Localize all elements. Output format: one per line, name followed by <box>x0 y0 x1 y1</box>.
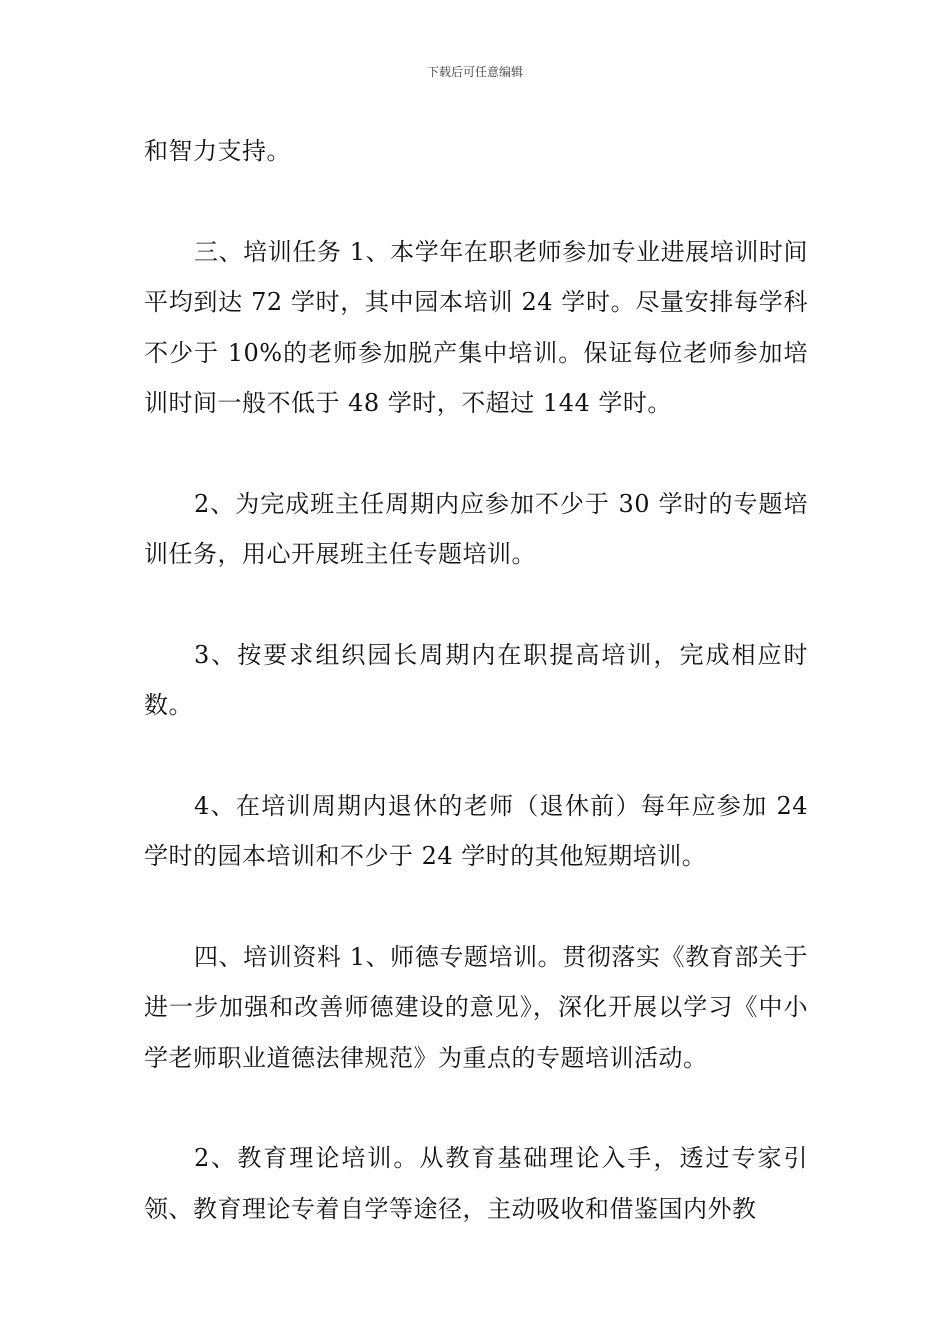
document-body <box>144 126 808 1284</box>
paragraph-headteacher-training: 2、为完成班主任周期内应参加不少于 30 学时的专题培训任务，用心开展班主任专题培训。 <box>144 489 808 568</box>
paragraph-retiring-teachers: 4、在培训周期内退休的老师（退休前）每年应参加 24 学时的园本培训和不少于 24 学时的其他短期培训。 <box>144 791 808 870</box>
paragraph-education-theory: 2、教育理论培训。从教育基础理论入手，透过专家引领、教育理论专着自学等途径，主动吸收和借鉴国内外教 <box>144 1144 808 1223</box>
paragraph-training-tasks: 三、培训任务 1、本学年在职老师参加专业进展培训时间平均到达 72 学时，其中园本培训 24 学时。尽量安排每学科不少于 10%的老师参加脱产集中培训。保证每位老师参加培训时间一般不低于 48 学时，不超过 144 学时。 <box>144 237 808 417</box>
paragraph-training-content: 四、培训资料 1、师德专题培训。贯彻落实《教育部关于进一步加强和改善师德建设的意见》，深化开展以学习《中小学老师职业道德法律规范》为重点的专题培训活动。 <box>144 942 808 1072</box>
paragraph-continuation: 和智力支持。 <box>144 137 291 165</box>
page-header: 下载后可任意编辑 <box>426 65 523 79</box>
paragraph-principal-training: 3、按要求组织园长周期内在职提高培训，完成相应时数。 <box>144 640 808 719</box>
